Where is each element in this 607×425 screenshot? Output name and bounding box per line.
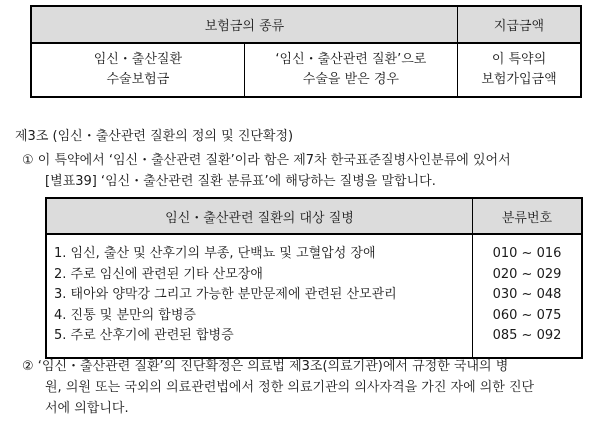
code-list-cell — [473, 234, 583, 358]
header-payment-amount: 지급금액 — [458, 6, 582, 43]
paragraph-1-line-1: ① 이 특약에서 ‘임신・출산관련 질환’이라 함은 제7차 한국표준질병사인분류에 있어서 — [22, 153, 511, 168]
header-target-disease: 임신・출산관련 질환의 대상 질병 — [46, 198, 473, 234]
benefit-table-row — [31, 43, 581, 97]
disease-item: 3. 태아와 양막강 그리고 가능한 분만문제에 관련된 산모관리 — [54, 287, 397, 303]
disease-item: 1. 임신, 출산 및 산후기의 부종, 단백뇨 및 고혈압성 장애 — [54, 246, 376, 261]
cell-payment-condition: ‘임신・출산관련 질환’으로 수술을 받은 경우 — [244, 43, 457, 97]
classification-code: 010 ~ 016 — [492, 246, 562, 261]
header-benefit-type: 보험금의 종류 — [31, 6, 458, 43]
cell-benefit-type: 임신・출산질환 수술보험금 — [31, 43, 244, 97]
disease-item: 2. 주로 임신에 관련된 기타 산모장애 — [54, 266, 263, 282]
benefit-table — [30, 5, 582, 98]
cell-payment-amount: 이 특약의 보험가입금액 — [481, 52, 557, 87]
classification-code: 085 ~ 092 — [492, 328, 562, 344]
article-title: 제3조 (임신・출산관련 질환의 정의 및 진단확정) — [15, 129, 294, 144]
disease-table-body — [46, 234, 582, 358]
benefit-table-header — [31, 6, 581, 43]
disease-list-cell — [46, 234, 473, 358]
paragraph-2-line-3: 서에 의합니다. — [45, 401, 129, 416]
disease-item: 4. 진통 및 분만의 합병증 — [54, 307, 196, 323]
disease-table-header — [46, 198, 582, 234]
header-classification-code: 분류번호 — [473, 198, 583, 234]
classification-code: 060 ~ 075 — [492, 307, 562, 323]
disease-item: 5. 주로 산후기에 관련된 합병증 — [54, 328, 234, 344]
paragraph-2-line-2: 원, 의원 또는 국외의 의료관련법에서 정한 의료기관의 의사자격을 가진 자에 의한 진단 — [45, 380, 535, 395]
classification-code: 020 ~ 029 — [492, 266, 562, 282]
classification-code: 030 ~ 048 — [492, 287, 562, 303]
paragraph-1-line-2: [별표39] ‘임신・출산관련 질환 분류표’에 해당하는 질병을 말합니다. — [45, 174, 436, 189]
disease-classification-table — [45, 197, 583, 359]
paragraph-2-line-1: ② ‘임신・출산관련 질환’의 진단확정은 의료법 제3조(의료기관)에서 규정한 국내의 병 — [22, 359, 509, 374]
